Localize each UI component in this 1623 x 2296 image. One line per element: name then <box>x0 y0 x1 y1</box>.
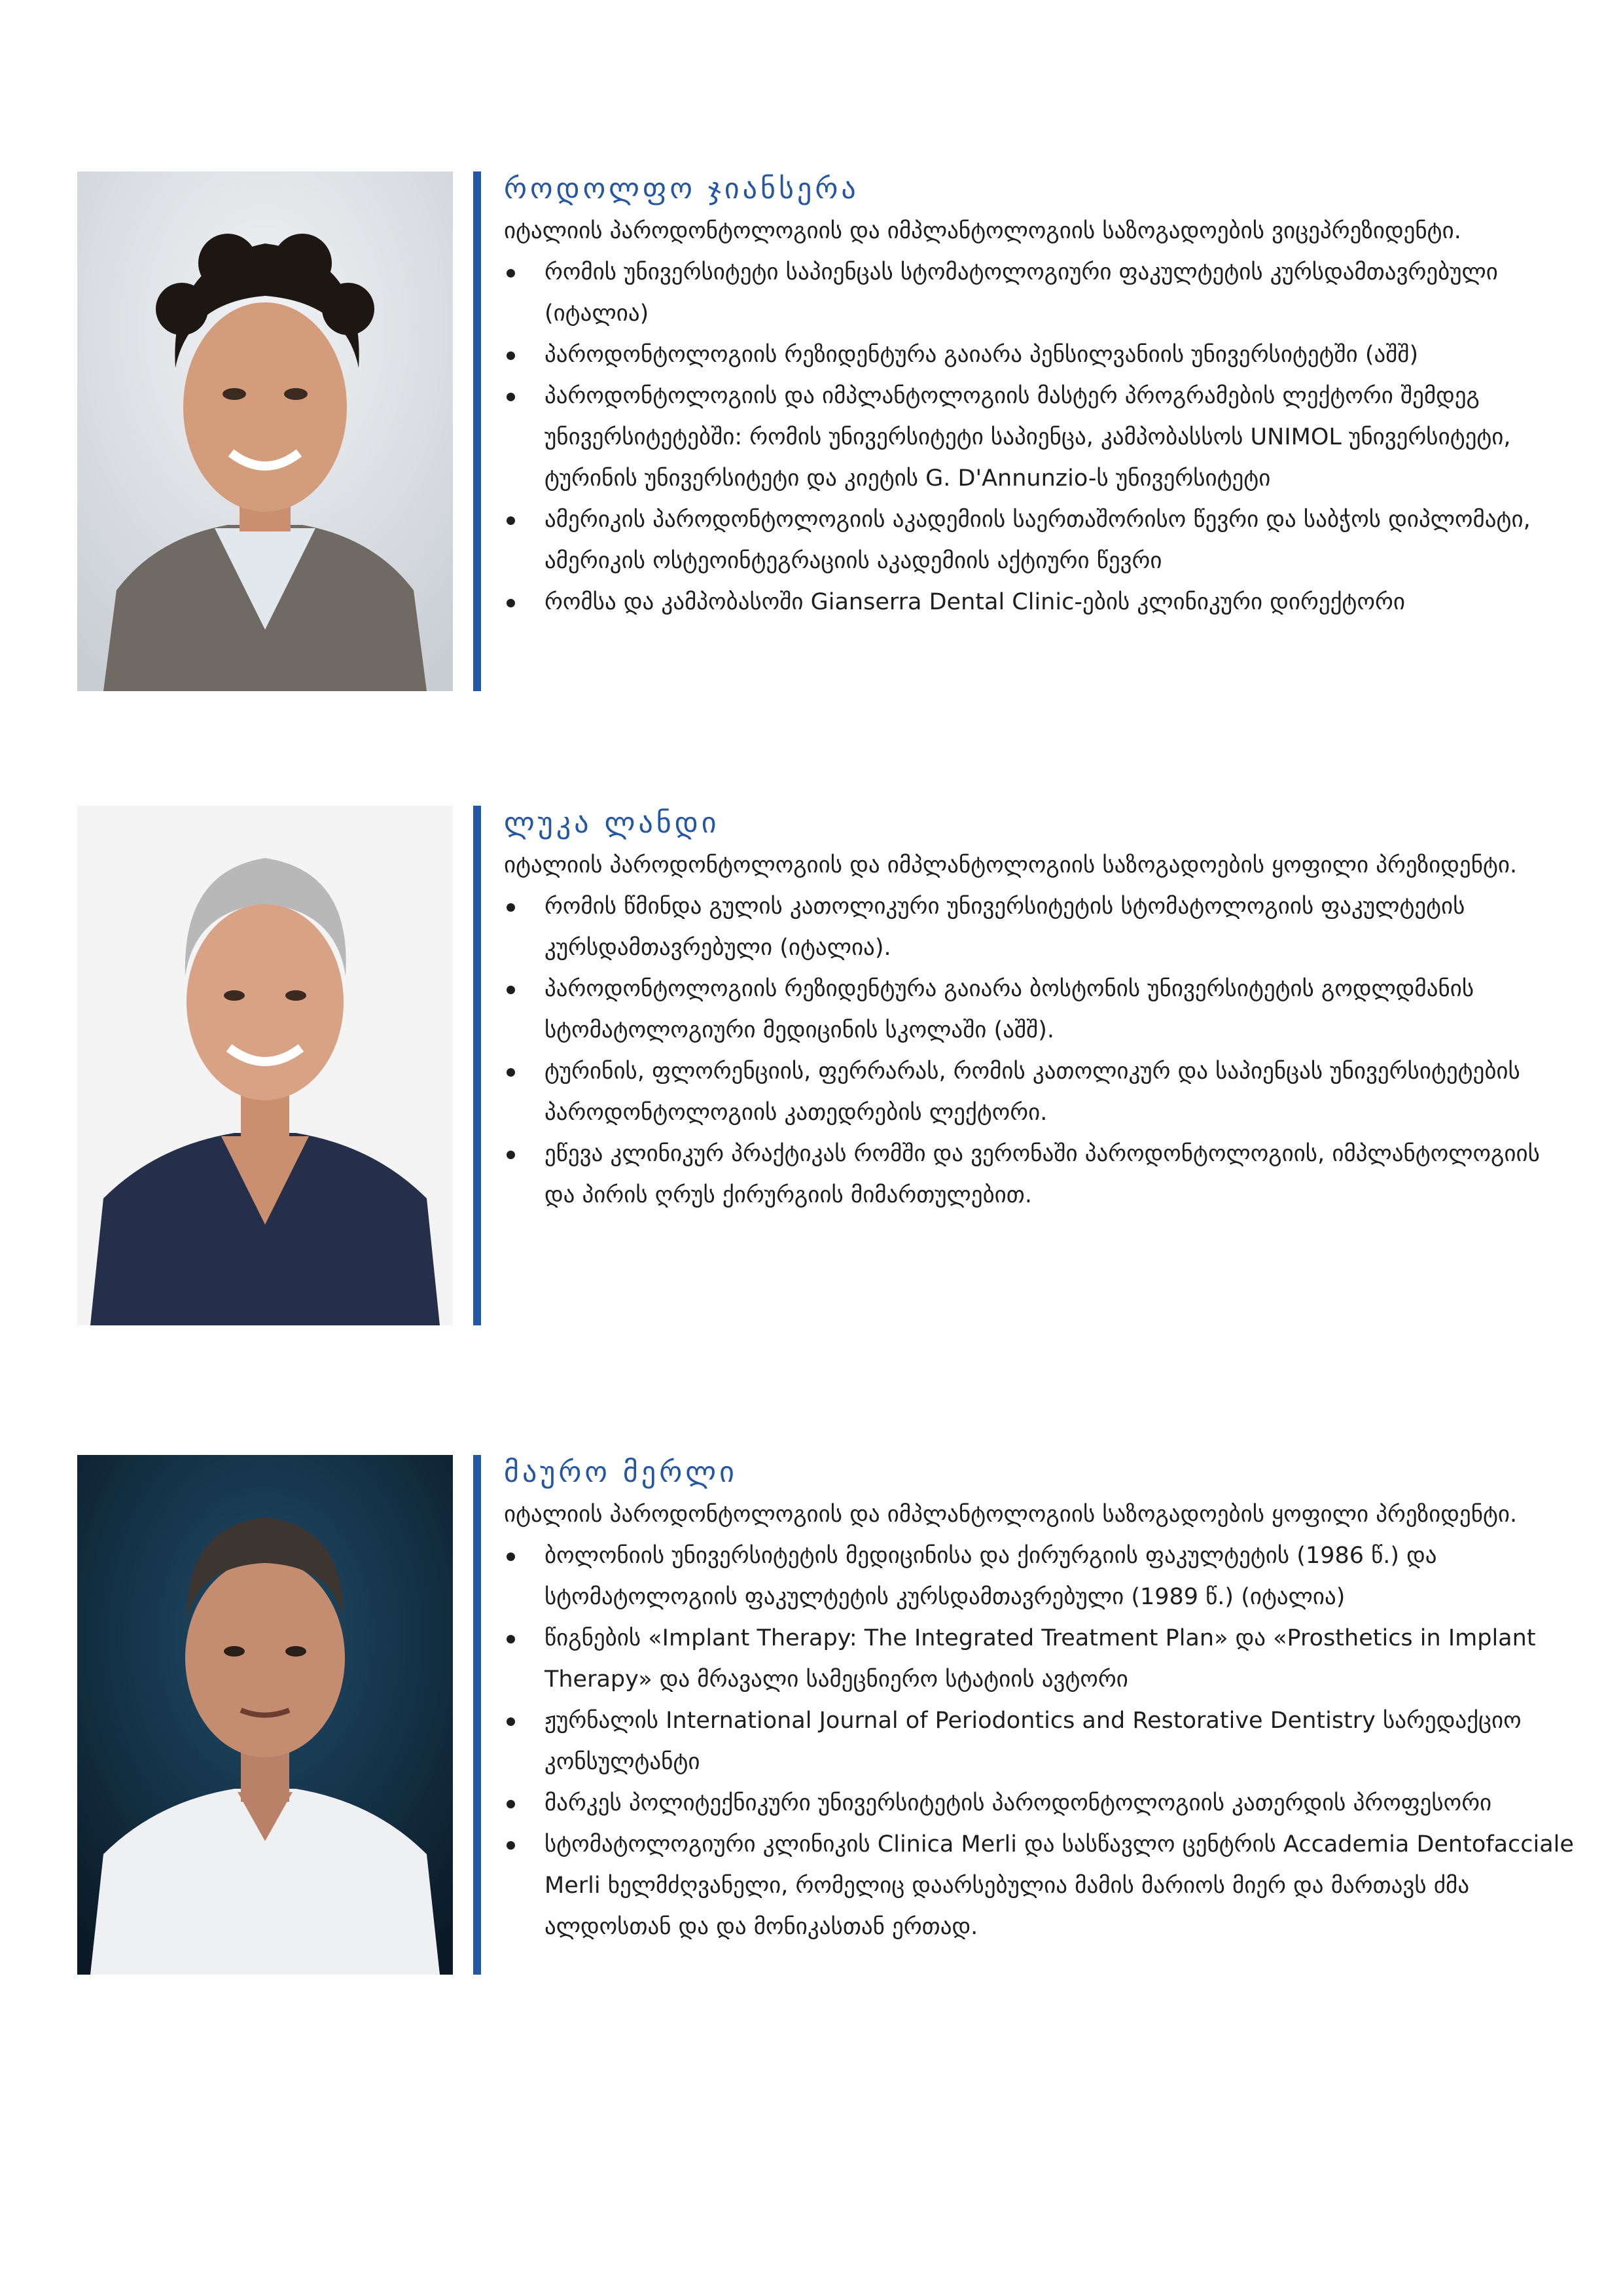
list-item: პაროდონტოლოგიის და იმპლანტოლოგიის მასტერ პროგრამების ლექტორი შემდეგ უნივერსიტეტებში: რომის უნივერსიტეტი საპიენცა, კამპობასსოს UNIMOL უნივერსიტეტი, ტურინის უნივერსიტეტი და კიეტის G. D'Annunzio-ს უნივერსიტეტი <box>504 376 1577 499</box>
list-item: ჟურნალის International Journal of Periodontics and Restorative Dentistry სარედაქციო კონსულტანტი <box>504 1700 1577 1783</box>
speaker-photo <box>77 171 453 691</box>
accent-bar <box>473 171 481 691</box>
list-item: ეწევა კლინიკურ პრაქტიკას რომში და ვერონაში პაროდონტოლოგიის, იმპლანტოლოგიის და პირის ღრუს ქირურგიის მიმართულებით. <box>504 1134 1577 1216</box>
list-item: წიგნების «Implant Therapy: The Integrated Treatment Plan» და «Prosthetics in Implant Therapy» და მრავალი სამეცნიერო სტატიის ავტორი <box>504 1618 1577 1700</box>
speaker-bio <box>504 803 1577 1216</box>
credentials-list <box>504 252 1577 623</box>
accent-bar <box>473 1455 481 1975</box>
list-item: სტომატოლოგიური კლინიკის Clinica Merli და სასწავლო ცენტრის Accademia Dentofacciale Merli ხელმძღვანელი, რომელიც დაარსებულია მამის მარიოს მიერ და მართავს ძმა ალდოსთან და და მონიკასთან ერთად. <box>504 1824 1577 1948</box>
speaker-photo <box>77 806 453 1325</box>
list-item: ამერიკის პაროდონტოლოგიის აკადემიის საერთაშორისო წევრი და საბჭოს დიპლომატი, ამერიკის ოსტეოინტეგრაციის აკადემიის აქტიური წევრი <box>504 499 1577 582</box>
list-item: პაროდონტოლოგიის რეზიდენტურა გაიარა პენსილვანიის უნივერსიტეტში (აშშ) <box>504 334 1577 376</box>
list-item: რომის წმინდა გულის კათოლიკური უნივერსიტეტის სტომატოლოგიის ფაკულტეტის კურსდამთავრებული (იტალია). <box>504 886 1577 969</box>
accent-bar <box>473 806 481 1325</box>
list-item: რომის უნივერსიტეტი საპიენცას სტომატოლოგიური ფაკულტეტის კურსდამთავრებული (იტალია) <box>504 252 1577 334</box>
speaker-name: ლუკა ლანდი <box>504 806 720 840</box>
speaker-bio <box>504 169 1577 623</box>
speaker-title: იტალიის პაროდონტოლოგიის და იმპლანტოლოგიის საზოგადოების ყოფილი პრეზიდენტი. <box>504 1501 1518 1528</box>
list-item: პაროდონტოლოგიის რეზიდენტურა გაიარა ბოსტონის უნივერსიტეტის გოდლდმანის სტომატოლოგიური მედიცინის სკოლაში (აშშ). <box>504 969 1577 1051</box>
credentials-list <box>504 1535 1577 1948</box>
credentials-list <box>504 886 1577 1216</box>
speaker-photo <box>77 1455 453 1975</box>
speaker-name: როდოლფო ჯიანსერა <box>504 172 859 206</box>
speaker-title: იტალიის პაროდონტოლოგიის და იმპლანტოლოგიის საზოგადოების ყოფილი პრეზიდენტი. <box>504 852 1518 878</box>
speaker-bio <box>504 1452 1577 1948</box>
list-item: მარკეს პოლიტექნიკური უნივერსიტეტის პაროდონტოლოგიის კათერდის პროფესორი <box>504 1783 1577 1824</box>
list-item: რომსა და კამპობასოში Gianserra Dental Clinic-ების კლინიკური დირექტორი <box>504 582 1577 623</box>
speaker-name: მაურო მერლი <box>504 1456 738 1489</box>
list-item: ბოლონიის უნივერსიტეტის მედიცინისა და ქირურგიის ფაკულტეტის (1986 წ.) და სტომატოლოგიის ფაკულტეტის კურსდამთავრებული (1989 წ.) (იტალია) <box>504 1535 1577 1618</box>
speaker-title: იტალიის პაროდონტოლოგიის და იმპლანტოლოგიის საზოგადოების ვიცეპრეზიდენტი. <box>504 218 1461 244</box>
list-item: ტურინის, ფლორენციის, ფერრარას, რომის კათოლიკურ და საპიენცას უნივერსიტეტების პაროდონტოლოგიის კათედრების ლექტორი. <box>504 1051 1577 1134</box>
